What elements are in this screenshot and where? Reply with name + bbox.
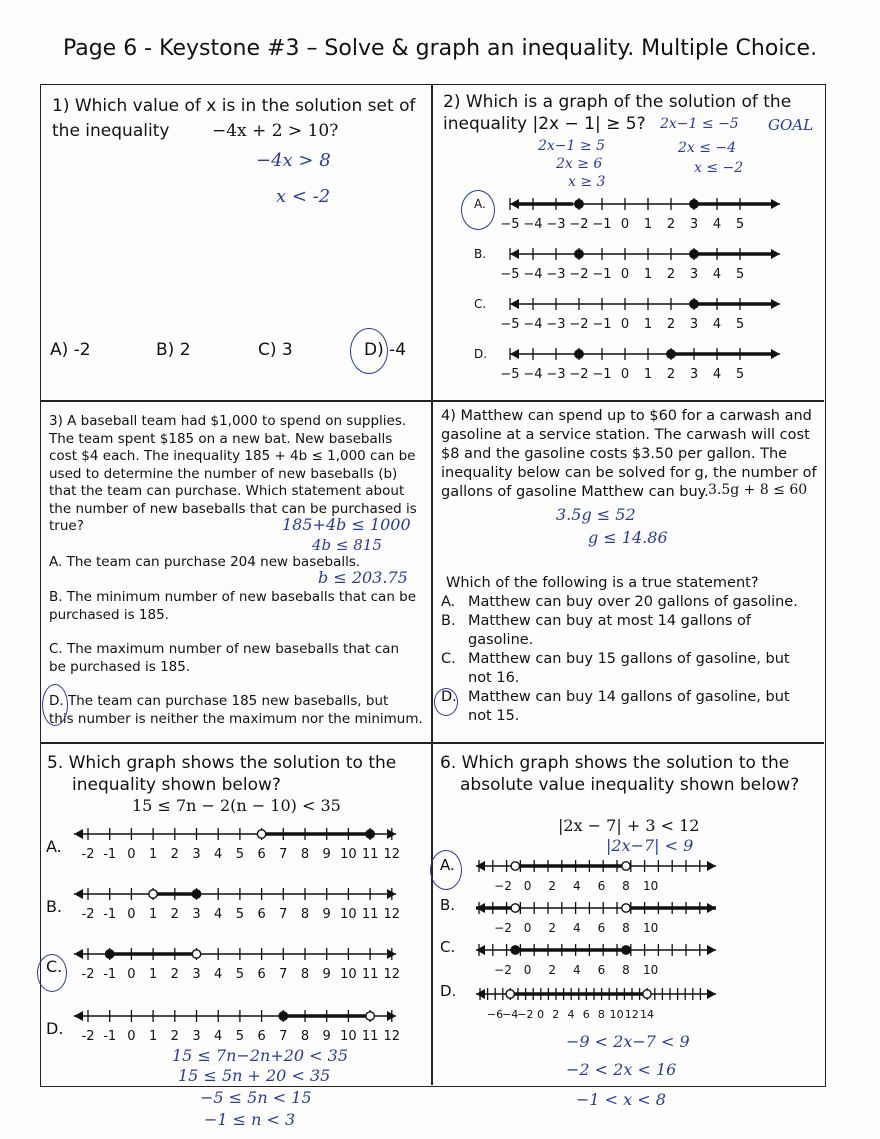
q5-line-1-tick-label: 11 xyxy=(361,847,379,862)
q3-stem-line: cost $4 each. The inequality 185 + 4b ≤ 1,000 can be xyxy=(49,448,416,464)
q2-line-2-tick-label: 0 xyxy=(620,267,630,282)
q6-line-2-tick-label: 8 xyxy=(622,921,630,935)
q6-work-2: −2 < 2x < 16 xyxy=(566,1060,677,1079)
q6-line-1-tick-label: 8 xyxy=(622,879,630,893)
q4-stem-line: inequality below can be solved for g, the number of xyxy=(441,465,817,481)
q5-line-4-tick-label: 4 xyxy=(214,1029,223,1044)
q2-line-3-tick-label: −1 xyxy=(592,317,612,332)
q4-stem-line: gasoline at a service station. The carwash will cost xyxy=(441,427,810,443)
q5-line-2-tick-label: 9 xyxy=(322,907,331,922)
q4-question: Which of the following is a true statement? xyxy=(446,575,759,591)
q5-line-2-tick-label: 8 xyxy=(300,907,310,922)
q5-line-4-tick-label: 3 xyxy=(192,1029,201,1044)
q4-work-2: g ≤ 14.86 xyxy=(588,528,668,547)
q2-line-4-closed-point xyxy=(575,350,583,358)
q3-stem-line: true? xyxy=(49,518,84,534)
q6-line-3-tick-label: 4 xyxy=(572,963,581,977)
q6-line-2-tick-label: −2 xyxy=(494,921,512,935)
q6-line-2-tick-label: 2 xyxy=(548,921,557,935)
q1-work-2: x < -2 xyxy=(276,186,331,207)
q6-line-2-open-point xyxy=(622,904,630,912)
q5-line-2-tick-label: 3 xyxy=(192,907,201,922)
grid-divider-row1 xyxy=(40,400,824,402)
q4-stem-line: gallons of gasoline Matthew can buy. xyxy=(441,484,709,500)
q2-line-2-tick-label: 5 xyxy=(735,267,745,282)
q4-stem-line: $8 and the gasoline costs $3.50 per gallon. The xyxy=(441,446,788,462)
q5-line-1-tick-label: 10 xyxy=(340,847,357,862)
q2-line-3-tick-label: 2 xyxy=(666,317,676,332)
q5-line-1-tick-label: 12 xyxy=(383,847,401,862)
q5-line-2-tick-label: 6 xyxy=(257,907,266,922)
q2-line-2-tick-label: −3 xyxy=(546,267,566,282)
q2-line-4-tick-label: −3 xyxy=(546,367,566,382)
q6-line-3-tick-label: 2 xyxy=(548,963,557,977)
q6-number-lines xyxy=(436,850,746,1030)
q2-line-1-tick-label: −3 xyxy=(546,217,566,232)
q5-line-4-tick-label: 6 xyxy=(257,1029,266,1044)
q3-work-1: 185+4b ≤ 1000 xyxy=(282,515,411,534)
q5-line-1-tick-label: 3 xyxy=(192,847,201,862)
q5-line-3-open-point xyxy=(192,950,200,958)
q2-line-2-tick-label: 1 xyxy=(643,267,653,282)
q6-line2: absolute value inequality shown below? xyxy=(460,775,800,795)
q6-line-1-arrow-left xyxy=(476,861,485,871)
q6-line-1-open-point xyxy=(622,862,630,870)
q6-line-4-tick-label: −4 xyxy=(502,1008,519,1021)
q5-choice-letter: C. xyxy=(46,957,63,976)
q2-line-1-tick-label: 5 xyxy=(735,217,745,232)
q5-line-1-tick-label: 2 xyxy=(170,847,179,862)
q6-line-3-closed-point xyxy=(622,946,630,954)
q2-number-lines xyxy=(470,190,800,390)
q5-work-3: −5 ≤ 5n < 15 xyxy=(200,1088,312,1107)
q2-work-left-2: 2x ≥ 6 xyxy=(556,156,603,172)
q5-answer-circle xyxy=(37,954,67,992)
q4-choice-letter[interactable]: A. xyxy=(441,594,456,610)
q6-line-4-tick-label: −2 xyxy=(517,1008,534,1021)
q2-goal-note: GOAL xyxy=(768,116,814,134)
q2-choice-letter: C. xyxy=(474,297,487,311)
q5-line-2-tick-label: -2 xyxy=(81,907,95,922)
q3-work-3: b ≤ 203.75 xyxy=(318,568,408,587)
q4-stem-line: 4) Matthew can spend up to $60 for a carwash and xyxy=(441,408,812,424)
q6-line-2-tick-label: 6 xyxy=(597,921,606,935)
q3-choice-c-line1[interactable]: C. The maximum number of new baseballs that can xyxy=(49,641,400,657)
q4-choice-text: Matthew can buy 15 gallons of gasoline, but xyxy=(468,651,790,667)
q2-work-right-2: 2x ≤ −4 xyxy=(678,140,737,156)
q6-work-top: |2x−7| < 9 xyxy=(606,836,694,855)
q6-line-1-tick-label: 6 xyxy=(597,879,606,893)
q2-line-4-tick-label: 2 xyxy=(666,367,676,382)
q2-line-1-closed-point xyxy=(690,200,698,208)
q1-choice-c[interactable]: C) 3 xyxy=(258,340,293,360)
q2-line-1-tick-label: −4 xyxy=(523,217,543,232)
q5-line-4-open-point xyxy=(366,1012,374,1020)
q6-line-2-open-point xyxy=(511,904,519,912)
q2-line-3-tick-label: 5 xyxy=(735,317,745,332)
q2-line-4-tick-label: 4 xyxy=(712,367,722,382)
q5-work-4: −1 ≤ n < 3 xyxy=(204,1110,296,1129)
q5-line-2-tick-label: 4 xyxy=(214,907,223,922)
q6-line-2-tick-label: 0 xyxy=(523,921,532,935)
q5-line-4-tick-label: 12 xyxy=(383,1029,401,1044)
q6-line-1-tick-label: −2 xyxy=(494,879,512,893)
q5-line-3-tick-label: -1 xyxy=(103,967,117,982)
q2-line-2-tick-label: 3 xyxy=(689,267,699,282)
q5-line-1-open-point xyxy=(257,830,265,838)
q2-line-4-tick-label: −5 xyxy=(500,367,520,382)
q5-line-2-tick-label: 0 xyxy=(127,907,136,922)
q6-line-1-arrow-right xyxy=(707,861,716,871)
q3-choice-c-line2: be purchased is 185. xyxy=(49,659,191,675)
q6-line-4-tick-label: 2 xyxy=(552,1008,560,1021)
q2-line-2-closed-point xyxy=(575,250,583,258)
q2-line-1-tick-label: 3 xyxy=(689,217,699,232)
q2-line-1-tick-label: 2 xyxy=(666,217,676,232)
q6-line-3-tick-label: −2 xyxy=(494,963,512,977)
q2-line-4-arrow-left xyxy=(510,349,519,359)
q3-stem-line: the number of new baseballs that can be purchased is xyxy=(49,500,417,517)
q5-choice-letter: D. xyxy=(46,1019,64,1038)
q5-line-1-tick-label: 4 xyxy=(214,847,223,862)
q5-line-2-tick-label: 1 xyxy=(148,907,158,922)
q2-line-2-tick-label: −1 xyxy=(592,267,612,282)
q5-line-3-arrow-left xyxy=(74,949,83,959)
q2-line2: inequality |2x − 1| ≥ 5? xyxy=(443,114,646,134)
q6-line-3-arrow-left xyxy=(476,945,485,955)
q2-line-3-tick-label: 0 xyxy=(620,317,630,332)
q5-line-4-tick-label: 2 xyxy=(170,1029,179,1044)
q2-choice-letter: D. xyxy=(474,347,488,361)
q5-line-4-tick-label: -2 xyxy=(81,1029,95,1044)
q5-line-2-tick-label: 2 xyxy=(170,907,179,922)
q6-line-1-tick-label: 2 xyxy=(548,879,557,893)
q2-line-2-tick-label: −2 xyxy=(569,267,589,282)
q2-line-4-tick-label: −4 xyxy=(523,367,543,382)
q4-choice-text: not 16. xyxy=(468,670,520,686)
q2-line-2-tick-label: −5 xyxy=(500,267,520,282)
q5-line-1-tick-label: 6 xyxy=(257,847,266,862)
q6-line-4-tick-label: 10 xyxy=(609,1008,624,1021)
grid-divider-vertical xyxy=(431,84,433,1085)
q5-line-4-tick-label: 8 xyxy=(300,1029,310,1044)
q2-line-4-closed-point xyxy=(667,350,675,358)
q5-line-1-tick-label: -1 xyxy=(103,847,117,862)
q5-line-3-tick-label: 11 xyxy=(361,967,379,982)
q5-inequality: 15 ≤ 7n − 2(n − 10) < 35 xyxy=(132,796,341,815)
q2-line-2-tick-label: −4 xyxy=(523,267,543,282)
q1-inequality: −4x + 2 > 10? xyxy=(212,121,339,141)
q1-choice-b[interactable]: B) 2 xyxy=(156,340,191,360)
q6-line-2-tick-label: 10 xyxy=(642,921,659,935)
q5-line-3-tick-label: 12 xyxy=(383,967,401,982)
q4-choice-letter[interactable]: C. xyxy=(441,651,456,667)
q6-line-1-open-point xyxy=(511,862,519,870)
q2-line-1-tick-label: 1 xyxy=(643,217,653,232)
q5-work-2: 15 ≤ 5n + 20 < 35 xyxy=(178,1066,331,1085)
q6-line-4-open-point xyxy=(643,990,651,998)
q5-line-4-tick-label: 11 xyxy=(361,1029,379,1044)
q1-answer-circle xyxy=(350,328,388,374)
q4-work-1: 3.5g ≤ 52 xyxy=(556,505,636,524)
q4-choice-letter[interactable]: D. xyxy=(441,689,457,705)
q4-choice-letter[interactable]: B. xyxy=(441,613,456,629)
q5-line-3-tick-label: 10 xyxy=(340,967,357,982)
q6-choice-letter: D. xyxy=(440,982,457,1000)
grid-divider-row2 xyxy=(40,742,824,744)
q2-choice-letter: B. xyxy=(474,247,487,261)
q6-line-3-tick-label: 8 xyxy=(622,963,630,977)
q5-line-3-tick-label: 9 xyxy=(322,967,331,982)
q6-line-3-arrow-right xyxy=(707,945,716,955)
q6-line-3-tick-label: 10 xyxy=(642,963,659,977)
q2-line-1-tick-label: 0 xyxy=(620,217,630,232)
q5-line-3-tick-label: 5 xyxy=(235,967,245,982)
q6-choice-letter: C. xyxy=(440,938,456,956)
q1-choice-a[interactable]: A) -2 xyxy=(50,340,91,360)
q6-line-1-tick-label: 0 xyxy=(523,879,532,893)
q2-line1: 2) Which is a graph of the solution of the xyxy=(443,92,792,112)
q5-line-3-tick-label: 7 xyxy=(279,967,288,982)
q5-work-1: 15 ≤ 7n−2n+20 < 35 xyxy=(172,1046,349,1065)
q5-line-2-arrow-left xyxy=(74,889,83,899)
q5-line-2-tick-label: -1 xyxy=(103,907,117,922)
q5-number-lines xyxy=(40,820,420,1050)
q5-line-4-tick-label: -1 xyxy=(103,1029,117,1044)
q5-line-1-arrow-left xyxy=(74,829,83,839)
q6-answer-circle xyxy=(430,850,462,890)
q4-answer-circle xyxy=(434,688,458,716)
q5-line-3-tick-label: 0 xyxy=(127,967,136,982)
q6-line-3-closed-point xyxy=(511,946,519,954)
q5-line-4-tick-label: 1 xyxy=(148,1029,158,1044)
q6-line-4-tick-label: 12 xyxy=(624,1008,639,1021)
q5-line-1-closed-point xyxy=(366,830,374,838)
q2-line-3-arrow-left xyxy=(510,299,519,309)
q3-choice-d-line1[interactable]: D. The team can purchase 185 new baseballs, but xyxy=(49,693,389,709)
q2-line-3-tick-label: 3 xyxy=(689,317,699,332)
q5-line-3-tick-label: -2 xyxy=(81,967,95,982)
q2-choice-letter: A. xyxy=(474,197,486,211)
q6-line-4-tick-label: 4 xyxy=(567,1008,575,1021)
q2-line-4-tick-label: 5 xyxy=(735,367,745,382)
q3-stem-line: that the team can purchase. Which statement about xyxy=(49,483,405,499)
q2-line-3-tick-label: −5 xyxy=(500,317,520,332)
q6-line-1-tick-label: 10 xyxy=(642,879,659,893)
q3-stem-line: The team spent $185 on a new bat. New baseballs xyxy=(49,430,393,447)
q6-line-4-tick-label: 6 xyxy=(582,1008,590,1021)
q5-line-1-tick-label: 5 xyxy=(235,847,245,862)
q5-line-1-tick-label: 8 xyxy=(300,847,310,862)
q6-line-3-tick-label: 0 xyxy=(523,963,532,977)
q6-line-1-tick-label: 4 xyxy=(572,879,581,893)
q4-choice-text: Matthew can buy over 20 gallons of gasoline. xyxy=(468,594,798,610)
q5-line-2-closed-point xyxy=(192,890,200,898)
q2-line-4-tick-label: −2 xyxy=(569,367,589,382)
q3-work-2: 4b ≤ 815 xyxy=(312,536,382,554)
q5-line-1-tick-label: 0 xyxy=(127,847,136,862)
q5-line-1-tick-label: 7 xyxy=(279,847,288,862)
q2-line-2-tick-label: 2 xyxy=(666,267,676,282)
q2-work-right-3: x ≤ −2 xyxy=(694,160,744,176)
q2-line-3-tick-label: 1 xyxy=(643,317,653,332)
q2-line-3-tick-label: −4 xyxy=(523,317,543,332)
q5-line-3-tick-label: 8 xyxy=(300,967,310,982)
q3-choice-d-line2: this number is neither the maximum nor the minimum. xyxy=(49,711,423,727)
q6-line-4-arrow-right xyxy=(707,989,716,999)
q1-line1: 1) Which value of x is in the solution set of xyxy=(52,96,416,116)
q2-line-1-tick-label: −5 xyxy=(500,217,520,232)
q6-line-2-tick-label: 4 xyxy=(572,921,581,935)
q4-choice-text: not 15. xyxy=(468,708,520,724)
q2-line-4-tick-label: 0 xyxy=(620,367,630,382)
q6-line1: 6. Which graph shows the solution to the xyxy=(440,753,790,773)
q5-line-2-tick-label: 5 xyxy=(235,907,245,922)
q2-line-1-tick-label: −2 xyxy=(569,217,589,232)
q5-line2: inequality shown below? xyxy=(72,775,281,795)
q5-line-1-tick-label: 9 xyxy=(322,847,331,862)
q5-line-2-tick-label: 11 xyxy=(361,907,379,922)
q2-line-3-tick-label: −3 xyxy=(546,317,566,332)
q2-line-3-closed-point xyxy=(690,300,698,308)
q2-work-left-1: 2x−1 ≥ 5 xyxy=(538,138,605,154)
q5-line-4-tick-label: 10 xyxy=(340,1029,357,1044)
q2-line-4-tick-label: 1 xyxy=(643,367,653,382)
q5-line-4-closed-point xyxy=(279,1012,287,1020)
q6-line-4-tick-label: 14 xyxy=(640,1008,654,1021)
q6-line-4-open-point xyxy=(506,990,514,998)
q1-line2: the inequality xyxy=(52,121,170,141)
q1-work-1: −4x > 8 xyxy=(256,150,331,171)
q5-line-4-arrow-left xyxy=(74,1011,83,1021)
q5-line-3-closed-point xyxy=(106,950,114,958)
q6-work-1: −9 < 2x−7 < 9 xyxy=(566,1032,690,1051)
q6-line-4-tick-label: 8 xyxy=(597,1008,605,1021)
q5-line-4-tick-label: 5 xyxy=(235,1029,245,1044)
q2-line-4-tick-label: −1 xyxy=(592,367,612,382)
q2-line-2-arrow-left xyxy=(510,249,519,259)
q2-work-left-3: x ≥ 3 xyxy=(568,174,606,190)
q5-line-4-tick-label: 7 xyxy=(279,1029,288,1044)
q2-work-right-1: 2x−1 ≤ −5 xyxy=(660,116,739,132)
q5-line-2-tick-label: 10 xyxy=(340,907,357,922)
q5-line1: 5. Which graph shows the solution to the xyxy=(47,753,397,773)
q5-line-4-tick-label: 0 xyxy=(127,1029,136,1044)
q2-line-4-tick-label: 3 xyxy=(689,367,699,382)
q5-line-4-tick-label: 9 xyxy=(322,1029,331,1044)
q3-choice-b-line1[interactable]: B. The minimum number of new baseballs that can be xyxy=(49,589,417,605)
q5-line-3-tick-label: 3 xyxy=(192,967,201,982)
q5-line-2-open-point xyxy=(149,890,157,898)
q5-line-3-tick-label: 6 xyxy=(257,967,266,982)
q3-answer-circle xyxy=(42,684,68,726)
q6-line-4-tick-label: −6 xyxy=(486,1008,504,1021)
q6-choice-letter: A. xyxy=(440,856,455,874)
q5-choice-letter: A. xyxy=(46,837,62,856)
q5-choice-letter: B. xyxy=(46,897,63,916)
q3-stem-line: 3) A baseball team had $1,000 to spend on supplies. xyxy=(49,413,407,429)
q4-inequality: 3.5g + 8 ≤ 60 xyxy=(708,482,808,498)
q2-line-3-tick-label: 4 xyxy=(712,317,722,332)
q2-line-2-closed-point xyxy=(690,250,698,258)
q5-line-2-tick-label: 7 xyxy=(279,907,288,922)
q3-choice-b-line2: purchased is 185. xyxy=(49,607,169,623)
q2-line-3-tick-label: −2 xyxy=(569,317,589,332)
q6-line-4-tick-label: 0 xyxy=(537,1008,545,1021)
q3-stem-line: used to determine the number of new baseballs (b) xyxy=(49,465,398,482)
q6-work-3: −1 < x < 8 xyxy=(576,1090,666,1109)
q6-inequality: |2x − 7| + 3 < 12 xyxy=(558,816,700,835)
q4-choice-text: Matthew can buy at most 14 gallons of xyxy=(468,613,752,629)
q5-line-1-tick-label: 1 xyxy=(148,847,158,862)
q6-line-3-tick-label: 6 xyxy=(597,963,606,977)
q3-choice-a[interactable]: A. The team can purchase 204 new baseballs. xyxy=(49,554,361,570)
page-title: Page 6 - Keystone #3 – Solve & graph an inequality. Multiple Choice. xyxy=(62,36,818,61)
q4-choice-text: Matthew can buy 14 gallons of gasoline, but xyxy=(468,689,790,705)
q4-choice-text: gasoline. xyxy=(468,632,534,648)
q2-line-1-tick-label: 4 xyxy=(712,217,722,232)
q2-line-1-closed-point xyxy=(575,200,583,208)
q5-line-3-tick-label: 4 xyxy=(214,967,223,982)
q2-line-1-tick-label: −1 xyxy=(592,217,612,232)
q5-line-1-tick-label: -2 xyxy=(81,847,95,862)
q5-line-2-tick-label: 12 xyxy=(383,907,401,922)
q5-line-3-tick-label: 2 xyxy=(170,967,179,982)
q1-choice-d[interactable]: D) -4 xyxy=(364,340,407,360)
q2-line-2-tick-label: 4 xyxy=(712,267,722,282)
q6-choice-letter: B. xyxy=(440,896,456,914)
q5-line-3-tick-label: 1 xyxy=(148,967,158,982)
